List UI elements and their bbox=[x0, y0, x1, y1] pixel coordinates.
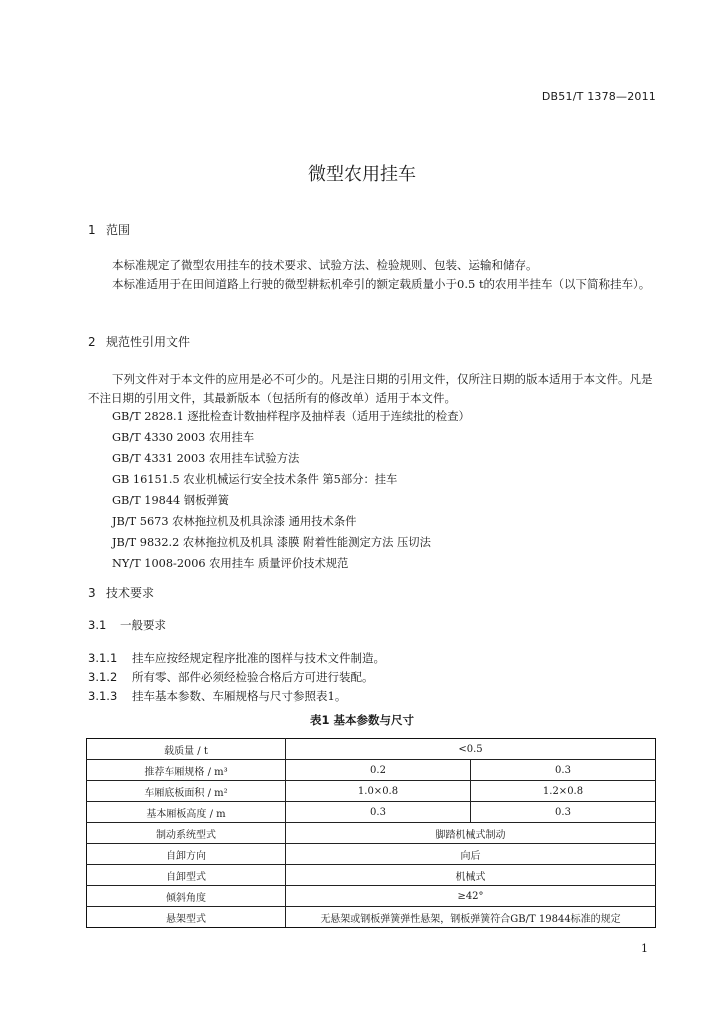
section-2-heading bbox=[88, 333, 190, 350]
section-number: 1 bbox=[88, 223, 96, 237]
table-cell-value: <0.5 bbox=[286, 739, 656, 760]
clause-number: 3.1 bbox=[88, 618, 107, 632]
table-row bbox=[87, 844, 656, 865]
reference-item: GB/T 4331 2003 农用挂车试验方法 bbox=[112, 452, 300, 465]
reference-item: GB/T 19844 钢板弹簧 bbox=[112, 494, 229, 507]
table-cell-label: 倾斜角度 bbox=[87, 886, 286, 907]
section-number: 3 bbox=[88, 586, 96, 600]
table-cell-value: 0.3 bbox=[471, 802, 656, 823]
clause-number: 3.1.2 bbox=[88, 670, 118, 684]
table-cell-value: 1.0×0.8 bbox=[286, 781, 471, 802]
clause-text: 挂车应按经规定程序批准的图样与技术文件制造。 bbox=[132, 651, 385, 665]
reference-item: GB/T 4330 2003 农用挂车 bbox=[112, 431, 255, 444]
page-number: 1 bbox=[641, 942, 648, 955]
table-row bbox=[87, 781, 656, 802]
clause-title: 一般要求 bbox=[120, 618, 166, 632]
table-cell-label: 基本厢板高度 / m bbox=[87, 802, 286, 823]
table-cell-label: 悬架型式 bbox=[87, 907, 286, 928]
reference-item: NY/T 1008-2006 农用挂车 质量评价技术规范 bbox=[112, 557, 349, 570]
section-3-heading bbox=[88, 584, 154, 601]
reference-item: JB/T 5673 农林拖拉机及机具涂漆 通用技术条件 bbox=[112, 515, 357, 528]
table-row bbox=[87, 739, 656, 760]
table-cell-value: 无悬架或钢板弹簧弹性悬架，钢板弹簧符合GB/T 19844标准的规定 bbox=[286, 907, 656, 928]
section-title: 规范性引用文件 bbox=[106, 335, 191, 349]
table-cell-value: 脚踏机械式制动 bbox=[286, 823, 656, 844]
section-1-heading bbox=[88, 221, 130, 238]
clause-number: 3.1.1 bbox=[88, 651, 118, 665]
clause-text: 所有零、部件必须经检验合格后方可进行装配。 bbox=[132, 670, 374, 684]
table-cell-value: 0.2 bbox=[286, 760, 471, 781]
paragraph: 本标准适用于在田间道路上行驶的微型耕耘机牵引的额定载质量小于0.5 t的农用半挂车（以下简称挂车）。 bbox=[112, 277, 651, 291]
table-cell-value: 机械式 bbox=[286, 865, 656, 886]
clause-item bbox=[88, 650, 385, 666]
clause-item bbox=[88, 688, 346, 704]
standard-code: DB51/T 1378—2011 bbox=[541, 90, 656, 103]
table-cell-value: 1.2×0.8 bbox=[471, 781, 656, 802]
clause-text: 挂车基本参数、车厢规格与尺寸参照表1。 bbox=[132, 689, 347, 703]
table-cell-value: ≥42° bbox=[286, 886, 656, 907]
table-cell-label: 车厢底板面积 / m² bbox=[87, 781, 286, 802]
parameters-table bbox=[86, 738, 656, 928]
clause-number: 3.1.3 bbox=[88, 689, 118, 703]
table-cell-value: 0.3 bbox=[286, 802, 471, 823]
table-row bbox=[87, 802, 656, 823]
document-title: 微型农用挂车 bbox=[308, 164, 416, 185]
table-cell-label: 自卸型式 bbox=[87, 865, 286, 886]
reference-item: JB/T 9832.2 农林拖拉机及机具 漆膜 附着性能测定方法 压切法 bbox=[112, 536, 431, 549]
reference-item: GB/T 2828.1 逐批检查计数抽样程序及抽样表（适用于连续批的检查） bbox=[112, 410, 470, 423]
table-row bbox=[87, 823, 656, 844]
section-title: 技术要求 bbox=[106, 586, 155, 600]
table-cell-label: 制动系统型式 bbox=[87, 823, 286, 844]
table-cell-value: 向后 bbox=[286, 844, 656, 865]
table-row bbox=[87, 886, 656, 907]
table-cell-label: 载质量 / t bbox=[87, 739, 286, 760]
section-title: 范围 bbox=[106, 223, 131, 237]
table-row bbox=[87, 865, 656, 886]
paragraph: 下列文件对于本文件的应用是必不可少的。凡是注日期的引用文件，仅所注日期的版本适用于本文件。凡是不注日期的引用文件，其最新版本（包括所有的修改单）适用于本文件。 bbox=[88, 372, 653, 405]
reference-item: GB 16151.5 农业机械运行安全技术条件 第5部分：挂车 bbox=[112, 473, 398, 486]
table-row bbox=[87, 907, 656, 928]
table-cell-label: 推荐车厢规格 / m³ bbox=[87, 760, 286, 781]
clause-item bbox=[88, 669, 374, 685]
table-caption: 表1 基本参数与尺寸 bbox=[309, 713, 414, 727]
paragraph: 本标准规定了微型农用挂车的技术要求、试验方法、检验规则、包装、运输和储存。 bbox=[112, 258, 538, 272]
section-number: 2 bbox=[88, 335, 96, 349]
table-row bbox=[87, 760, 656, 781]
table-cell-label: 自卸方向 bbox=[87, 844, 286, 865]
table-cell-value: 0.3 bbox=[471, 760, 656, 781]
clause-3-1-heading bbox=[88, 617, 166, 633]
